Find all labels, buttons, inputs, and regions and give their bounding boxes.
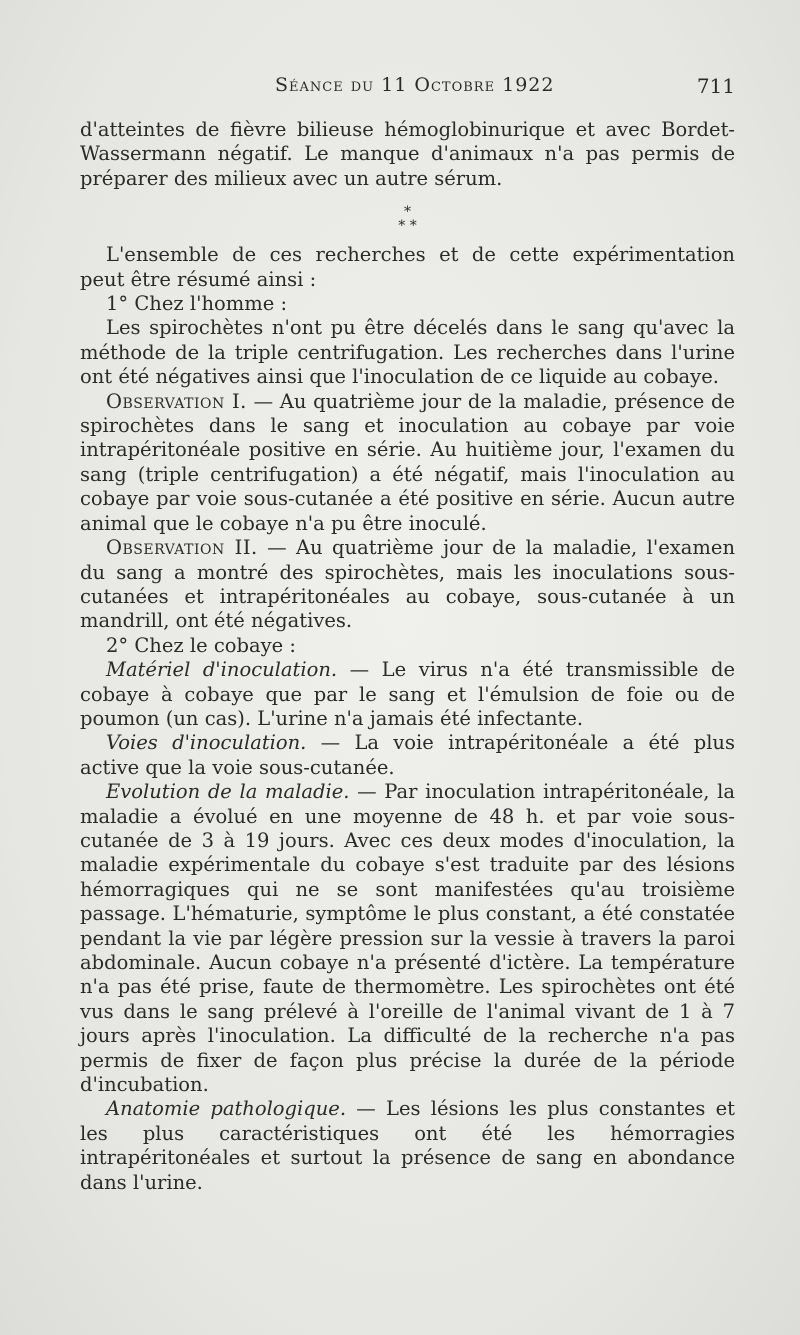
section-heading-homme: 1° Chez l'homme :: [106, 292, 288, 316]
paragraph-observation-2: [80, 536, 735, 634]
evolution-text: — Par inoculation intrapéritonéale, la maladie a évolué en une moyenne de 48 h. et par voie sous-cutanée de 3 à 19 jours. Avec ces deux modes d'inoculation, la maladie expérimentale du cobaye s'est traduite par des lésions hémorragiques qui ne se sont manifestées qu'au troisième passage. L'hématurie, symptôme le plus constant, a été constatée pendant la vie par légère pression sur la vessie à travers la paroi abdominale. Aucun cobaye n'a présenté d'ictère. La température n'a pas été prise, faute de thermomètre. Les spirochètes ont été vus dans le sang prélevé à l'oreille de l'animal vivant de 1 à 7 jours après l'inoculation. La difficulté de la recherche n'a pas permis de fixer de façon plus précise la durée de la période d'incubation.: [80, 780, 736, 1097]
asterism: [80, 205, 735, 233]
asterism-bottom: * *: [398, 218, 417, 235]
observation-1-label: Observation I.: [106, 389, 247, 413]
anatomie-label: Anatomie pathologique.: [106, 1097, 347, 1121]
observation-2-text: — Au quatrième jour de la maladie, l'examen du sang a montré des spirochètes, mais les inoculations sous-cutanées et intrapéritonéales au cobaye, sous-cutanée à un mandrill, ont été négatives.: [80, 536, 736, 633]
body-text: [80, 118, 735, 1195]
voies-text: — La voie intrapéritonéale a été plus active que la voie sous-cutanée.: [80, 731, 735, 779]
paragraph-voies: [80, 731, 735, 780]
asterism-top: *: [404, 204, 411, 221]
materiel-label: Matériel d'inoculation.: [106, 658, 338, 682]
section-heading-cobaye: 2° Chez le cobaye :: [106, 633, 296, 657]
anatomie-text: — Les lésions les plus constantes et les plus caractéristiques ont été les hémorragies intrapéritonéales et surtout la présence de sang en abondance dans l'urine.: [80, 1097, 736, 1194]
materiel-text: — Le virus n'a été transmissible de cobaye à cobaye que par le sang et l'émulsion de foie ou de poumon (un cas). L'urine n'a jamais été infectante.: [80, 658, 735, 730]
paragraph-summary-intro: L'ensemble de ces recherches et de cette expérimentation peut être résumé ainsi :: [80, 243, 735, 291]
paragraph-evolution: [80, 780, 735, 1097]
paragraph-homme: Les spirochètes n'ont pu être décelés dans le sang qu'avec la méthode de la triple centrifugation. Les recherches dans l'urine ont été négatives ainsi que l'inoculation de ce liquide au cobaye.: [80, 316, 735, 389]
paragraph-materiel: [80, 658, 735, 731]
paragraph-observation-1: [80, 390, 735, 536]
voies-label: Voies d'inoculation.: [106, 731, 307, 755]
paragraph-anatomie: [80, 1097, 735, 1195]
page-header: [80, 74, 735, 104]
running-title: Séance du 11 Octobre 1922: [275, 74, 555, 96]
observation-1-text: — Au quatrième jour de la maladie, présence de spirochètes dans le sang et inoculation au cobaye par voie intrapéritonéale positive en série. Au huitième jour, l'examen du sang (triple centrifugation) a été négatif, mais l'inoculation au cobaye par voie sous-cutanée a été positive en série. Aucun autre animal que le cobaye n'a pu être inoculé.: [80, 389, 736, 535]
paragraph-continuation: d'atteintes de fièvre bilieuse hémoglobinurique et avec Bordet-Wassermann négatif. Le manque d'animaux n'a pas permis de préparer des milieux avec un autre sérum.: [80, 118, 735, 190]
evolution-label: Evolution de la maladie.: [106, 780, 350, 804]
page-number: 711: [696, 74, 735, 98]
observation-2-label: Observation II.: [106, 536, 258, 560]
